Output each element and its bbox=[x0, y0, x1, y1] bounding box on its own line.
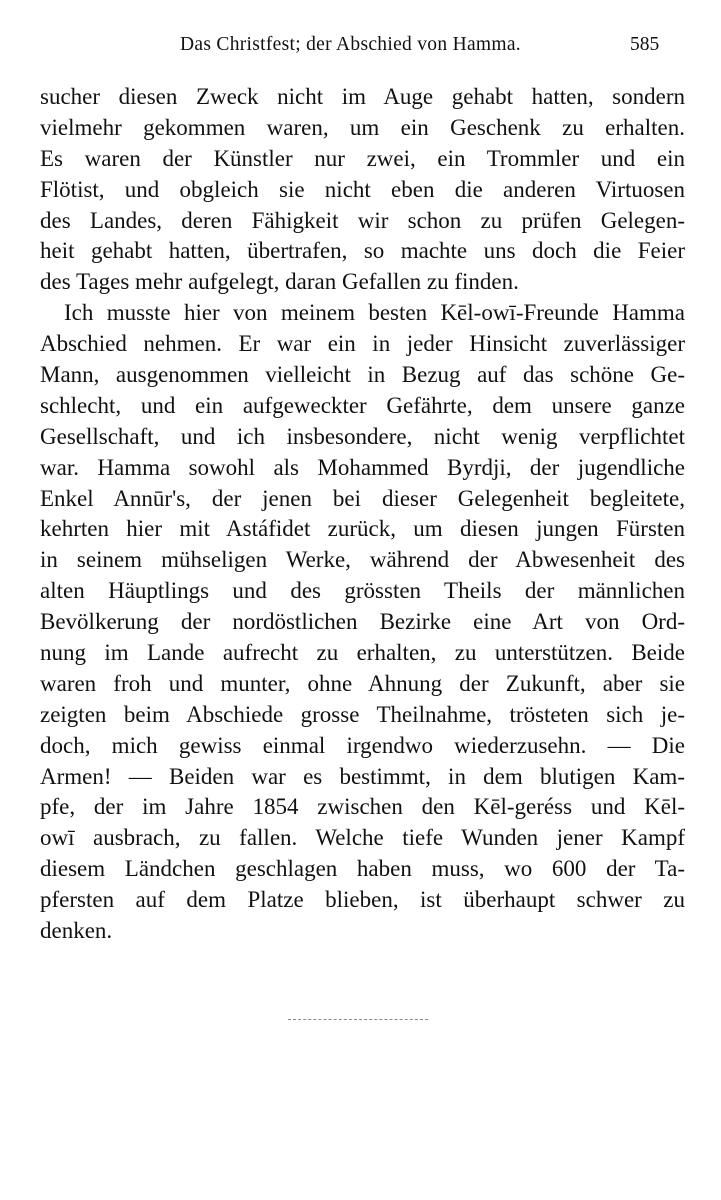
text-line: Ich musste hier von meinem besten Kēl-owī-Freunde Hamma bbox=[64, 300, 685, 326]
text-line: waren froh und munter, ohne Ahnung der Zukunft, aber sie bbox=[40, 670, 685, 696]
text-line: heit gehabt hatten, übertrafen, so machte uns doch die Feier bbox=[40, 238, 685, 264]
text-line: Es waren der Künstler nur zwei, ein Trommler und ein bbox=[40, 145, 685, 171]
text-line: des Landes, deren Fähigkeit wir schon zu prüfen Gelegen- bbox=[40, 207, 685, 233]
text-line: sucher diesen Zweck nicht im Auge gehabt hatten, sondern bbox=[40, 84, 685, 109]
text-line: Armen! — Beiden war es bestimmt, in dem blutigen Kam- bbox=[40, 763, 685, 789]
text-line: doch, mich gewiss einmal irgendwo wiederzusehn. — Die bbox=[40, 732, 685, 758]
text-line: kehrten hier mit Astáfidet zurück, um diesen jungen Fürsten bbox=[40, 516, 685, 542]
text-line: in seinem mühseligen Werke, während der Abwesenheit des bbox=[40, 547, 685, 573]
text-line: pfersten auf dem Platze blieben, ist überhaupt schwer zu bbox=[40, 887, 685, 913]
running-title: Das Christfest; der Abschied von Hamma. bbox=[180, 34, 521, 55]
text-line: pfe, der im Jahre 1854 zwischen den Kēl-geréss und Kēl- bbox=[40, 794, 685, 820]
text-line: denken. bbox=[40, 918, 113, 944]
text-line: Bevölkerung der nordöstlichen Bezirke eine Art von Ord- bbox=[40, 609, 685, 635]
text-line: Gesellschaft, und ich insbesondere, nicht wenig verpflichtet bbox=[40, 423, 685, 449]
text-line: diesem Ländchen geschlagen haben muss, wo 600 der Ta- bbox=[40, 856, 685, 882]
text-line: zeigten beim Abschiede grosse Theilnahme, trösteten sich je- bbox=[40, 701, 685, 727]
text-line: Abschied nehmen. Er war ein in jeder Hinsicht zuverlässiger bbox=[40, 331, 685, 357]
text-line: des Tages mehr aufgelegt, daran Gefallen zu finden. bbox=[40, 269, 519, 295]
page-number: 585 bbox=[630, 34, 660, 55]
chapter-end-rule bbox=[288, 1019, 428, 1020]
text-line: nung im Lande aufrecht zu erhalten, zu unterstützen. Beide bbox=[40, 640, 685, 666]
text-line: Flötist, und obgleich sie nicht eben die anderen Virtuosen bbox=[40, 176, 685, 202]
text-line: Mann, ausgenommen vielleicht in Bezug auf das schöne Ge- bbox=[40, 362, 685, 388]
text-line: Enkel Annūr's, der jenen bei dieser Gelegenheit begleitete, bbox=[40, 485, 685, 511]
text-line: war. Hamma sowohl als Mohammed Byrdji, der jugendliche bbox=[40, 454, 685, 480]
text-line: vielmehr gekommen waren, um ein Geschenk zu erhalten. bbox=[40, 114, 685, 140]
text-line: schlecht, und ein aufgeweckter Gefährte, dem unsere ganze bbox=[40, 392, 685, 418]
page-header bbox=[0, 34, 721, 64]
body-text bbox=[40, 82, 685, 947]
text-line: owī ausbrach, zu fallen. Welche tiefe Wunden jener Kampf bbox=[40, 825, 685, 851]
text-line: alten Häuptlings und des grössten Theils der männlichen bbox=[40, 578, 685, 604]
